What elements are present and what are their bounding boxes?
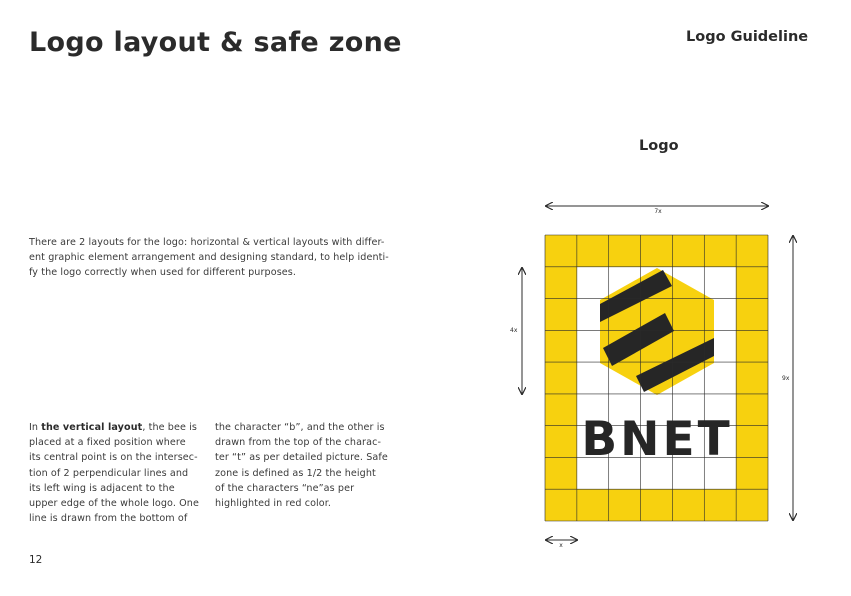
section-label: Logo Guideline (686, 29, 809, 45)
logo-caption: Logo (639, 138, 679, 154)
col2-line: of the characters “ne”as per (215, 482, 355, 494)
page-title: Logo layout & safe zone (29, 27, 402, 58)
col2-line: zone is defined as 1/2 the height (215, 467, 376, 479)
col2-line: drawn from the top of the charac- (215, 437, 382, 449)
intro-line: There are 2 layouts for the logo: horizontal & vertical layouts with differ- (29, 237, 385, 248)
col1-line: In the vertical layout, the bee is (29, 422, 198, 433)
intro-line: fy the logo correctly when used for different purposes. (29, 267, 297, 279)
col1-line: its left wing is adjacent to the (29, 482, 175, 494)
col1-line: upper edge of the whole logo. One (29, 498, 199, 510)
width-dimension-label: 7x (654, 208, 662, 215)
intro-line: ent graphic element arrangement and designing standard, to help identi- (29, 252, 389, 264)
col1-line: its central point is on the intersec- (29, 452, 198, 464)
col1-line: tion of 2 perpendicular lines and (29, 467, 189, 479)
height-dimension-label: 9x (782, 375, 790, 382)
col2-line: the character “b”, and the other is (215, 422, 385, 433)
col1-line: line is drawn from the bottom of (29, 513, 188, 525)
col1-line: placed at a fixed position where (29, 437, 186, 449)
unit-dimension-label: x (559, 542, 563, 549)
vertical-layout-emphasis: the vertical layout (41, 422, 143, 433)
bee-mark (600, 268, 714, 395)
mark-height-dimension-label: 4x (510, 327, 518, 334)
bnet-wordmark: BNET (581, 412, 733, 467)
col2-line: ter “t” as per detailed picture. Safe (215, 452, 388, 464)
col2-line: highlighted in red color. (215, 498, 332, 510)
page-number: 12 (29, 554, 43, 566)
